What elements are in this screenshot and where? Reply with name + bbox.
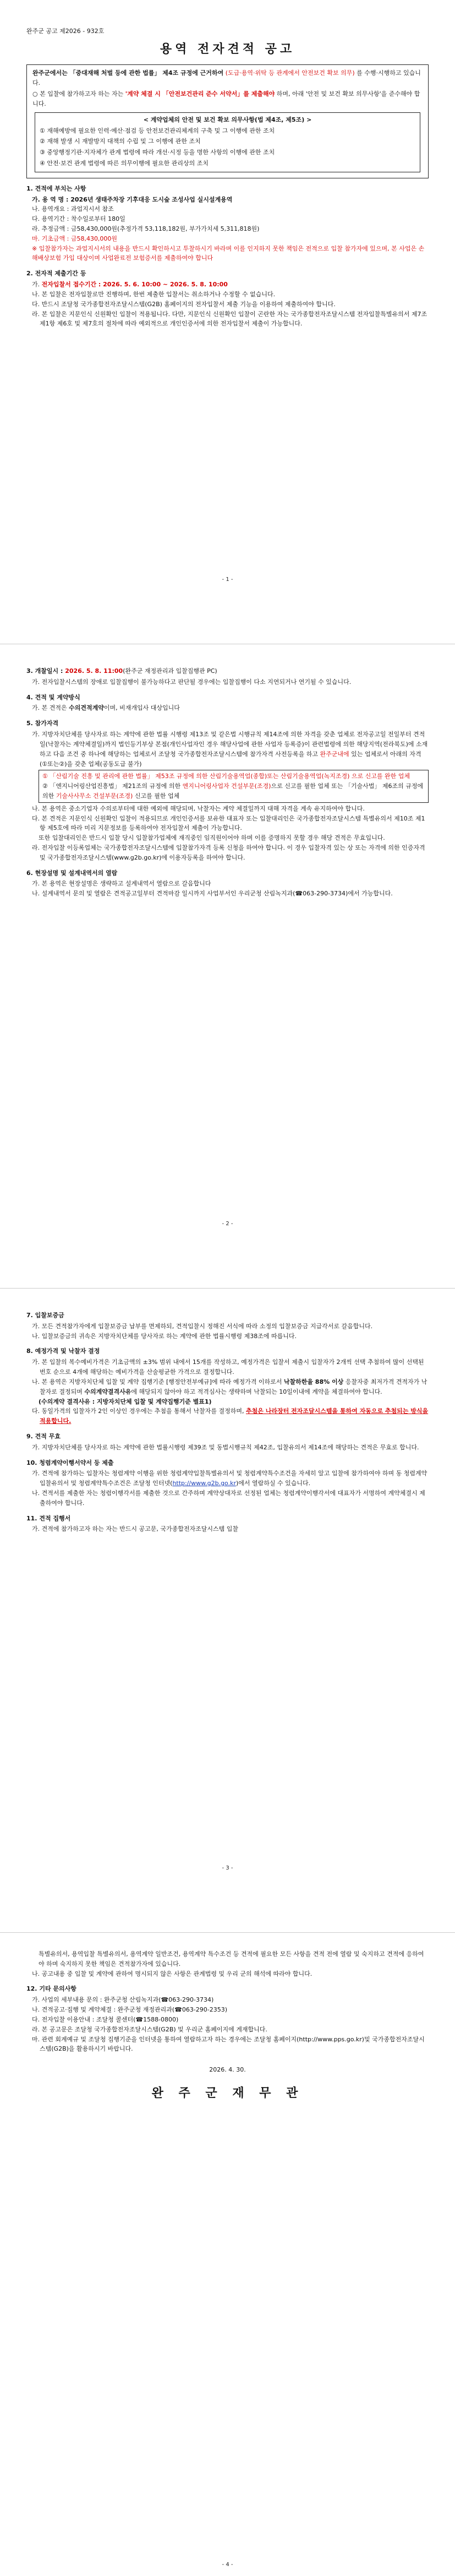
issuer-signature: 완 주 군 재 무 관 [151, 2085, 304, 2100]
base-amount: 마. 기초금액 : 금58,430,000원 [32, 235, 118, 242]
section-10-ga: 가. 견적에 참가하는 입찰자는 청렴계약 이행을 위한 청렴계약입찰특별유의서 및 청렴계약특수조건을 자세히 알고 입찰에 참가하여야 하며 동 청렴계약입찰유의서 및 청렴계약특수조건은 조달청 인터넷(http://www.g2b.go.kr)에서 열람하실 수 있습니다. [32, 1470, 427, 1487]
service-period: 다. 용역기간 : 착수일로부터 180일 [32, 215, 125, 223]
page-number: - 3 - [222, 1865, 233, 1871]
page-3 [0, 1289, 455, 1932]
section-12-heading: 12. 기타 문의사항 [26, 1985, 76, 1993]
section-2-ra: 라. 본 입찰은 지문인식 신원확인 입찰이 적용됩니다. 다만, 지문인식 신원확인 입찰이 곤란한 자는 국가종합전자조달시스템 전자입찰특별유의서 제7조 제1항 제6호 및 제7호의 절차에 따라 예외적으로 개인인증서에 의한 전자입찰서 제출이 가능합니다. [32, 310, 427, 328]
duty-item: ① 재해예방에 필요한 인력·예산·점검 등 안전보건관리체계의 구축 및 그 이행에 관한 조치 [40, 127, 275, 134]
section-2-da: 다. 반드시 조달청 국가종합전자조달시스템(G2B) 홈페이지의 전자입찰서 제출 기능을 이용하여 제출하여야 합니다. [32, 300, 336, 308]
document-number: 완주군 공고 제2026 - 932호 [26, 28, 105, 35]
service-overview: 나. 용역개요 : 과업지시서 참조 [32, 205, 114, 213]
qualification-da-2: 또한 입찰대리인은 반드시 입찰 당시 입찰참가업체에 재직중인 임직원이어야 하며 이를 증명하지 못할 경우 해당 견적은 무효입니다. [39, 834, 385, 842]
section-3-ga: 가. 전자입찰시스템의 장애로 입찰집행이 불가능하다고 판단될 경우에는 입찰집행이 다소 지연되거나 연기될 수 있습니다. [32, 678, 352, 686]
contact-project: 가. 사업의 세부내용 문의 : 완주군청 산림녹지과(☎063-290-3734) [32, 1996, 214, 2004]
qualification-na: 나. 본 용역은 중소기업자 수의로부터에 대한 예외에 해당되며, 낙찰자는 계약 체결일까지 대해 자격을 계속 유지하여야 합니다. [32, 805, 365, 812]
section-6-ga: 가. 본 용역은 현장설명은 생략하고 설계내역서 열람으로 갈음합니다 [32, 880, 211, 888]
service-name: 가. 용 역 명 : 2026년 생태주차장 기후대응 도시숲 조성사업 실시설계용역 [32, 195, 233, 203]
intro-box [26, 64, 429, 178]
contract-method: 가. 본 견적은 수의견적계약이며, 비재개입사 대상입니다 [32, 704, 180, 712]
duties-heading: < 계약업체의 안전 및 보건 확보 의무사항(법 제4조, 제5조) > [143, 116, 312, 123]
duty-item: ④ 안전·보건 관계 법령에 따른 의무이행에 필요한 관리상의 조치 [40, 159, 209, 167]
section-11-ga-cont: 특별유의서, 용역입찰 특별유의서, 용역계약 일반조건, 용역계약 특수조건 등 견적에 필요한 모든 사항을 견적 전에 열람 및 숙지하고 견적에 응하여야 하며 숙지하지 못한 책임은 견적참가자에 있습니다. [39, 1950, 424, 1968]
section-2-heading: 2. 전자적 제출기간 등 [26, 270, 86, 278]
duty-item: ③ 중앙행정기관·지자체가 관계 법령에 따라 개선·시정 등을 명한 사항의 이행에 관한 조치 [40, 149, 275, 156]
page-4 [0, 1933, 455, 2576]
section-6-na: 나. 설계내역서 문의 및 열람은 견적공고일부터 견적마감 일시까지 사업부서인 우리군청 산림녹지과(☎063-290-3734)에서 가능합니다. [32, 890, 393, 898]
g2b-link[interactable]: http://www.g2b.go.kr [172, 1480, 236, 1487]
duty-item: ② 재해 발생 시 재발방지 대책의 수립 및 그 이행에 관한 조치 [40, 138, 201, 145]
qualification-da: 다. 본 견적은 지문인식 신원확인 입찰이 적용되므로 개인인증서를 보유한 대표자 또는 입찰대리인은 국가종합전자조달시스템 특별유의서 제10조 제1항 제5호에 따라 미리 지문정보를 등록하여야 전자입찰서 제출이 가능합니다. [32, 814, 425, 832]
submission-period: 가. 전자입찰서 접수기간 : 2026. 5. 6. 10:00 ~ 2026. 5. 8. 10:00 [32, 281, 228, 289]
contact-callcenter: 다. 전자입찰 이용안내 : 조달청 콜센터(☎1588-0800) [32, 2015, 179, 2023]
estimated-amount: 라. 추정금액 : 금58,430,000원(추정가격 53,118,182원, 부가가치세 5,311,818원) [32, 225, 260, 232]
section-4-heading: 4. 견적 및 계약방식 [26, 693, 80, 701]
section-7-na: 나. 입찰보증금의 귀속은 지방자치단체를 당사자로 하는 계약에 관한 법률시행령 제38조에 따릅니다. [32, 1332, 297, 1340]
page-1 [0, 0, 455, 644]
section-8-heading: 8. 예정가격 및 낙찰자 결정 [26, 1347, 100, 1355]
section-8-ga: 가. 본 입찰의 복수예비가격은 기초금액의 ±3% 범위 내에서 15개를 작성하고, 예정가격은 입찰서 제출시 입찰자가 2개씩 선택 추첨하여 많이 선택된 번호 순으로 4개에 해당하는 예비가격을 산술평균한 가격으로 결정합니다. [32, 1358, 424, 1376]
section-8-da: 다. 동일가격의 입찰자가 2인 이상인 경우에는 추첨을 통해서 낙찰자를 결정하며, 추첨은 나라장터 전자조달시스템을 통하여 자동으로 추첨되는 방식을 적용합니다. [32, 1407, 429, 1425]
intro-line-1: 완주군에서는 「중대재해 처벌 등에 관한 법률」 제4조 규정에 근거하여 (도급·용역·위탁 등 관계에서 안전보건 확보 의무) 를 수행·시행하고 있습니다. [32, 69, 421, 87]
section-9-ga: 가. 지방자치단체를 당사자로 하는 계약에 관한 법률시행령 제39조 및 동법시행규칙 제42조, 입찰유의서 제14조에 해당하는 견적은 무효로 합니다. [32, 1443, 419, 1451]
section-12-ra: 라. 본 공고문은 조달청 국가종합전자조달시스템(G2B) 및 우리군 홈페이지에 게재합니다. [32, 2025, 267, 2033]
notice-date: 2026. 4. 30. [209, 2066, 246, 2074]
section-6-heading: 6. 현장설명 및 설계내역서의 열람 [26, 869, 118, 877]
document-title: 용역 전자견적 공고 [160, 41, 295, 56]
section-7-ga: 가. 모든 견적참가자에게 입찰보증금 납부를 면제하되, 견적입찰시 정해진 서식에 따라 소정의 입찰보증금 지급각서로 갈음합니다. [32, 1322, 373, 1330]
section-8-na: 나. 본 용역은 지방자치단체 입찰 및 계약 집행기준 [행정안전부예규]에 따라 예정가격 이하로서 낙찰하한율 88% 이상 응찰자중 최저가격 견적자가 낙찰자로 결정되며 수의계약결격사유에 해당되지 않아야 하고 적격심사는 생략하며 낙찰되는 10일이내에 계약을 체결하여야 합니다. [32, 1378, 427, 1395]
page-number: - 1 - [222, 577, 233, 583]
section-5-heading: 5. 참가자격 [26, 720, 59, 727]
section-11-na: 나. 공고내용 중 입찰 및 계약에 관하여 명시되지 않은 사항은 관계법령 및 우리 군의 해석에 따라야 합니다. [32, 1970, 313, 1977]
section-1-note: ※ 입찰참가자는 과업지시서의 내용을 반드시 확인하시고 투찰하시기 바라며 이를 인지하지 못한 책임은 전적으로 입찰 참가자에 있으며, 본 사업은 손해배상보험 가입 대상이며 사업완료전 보험증서를 제출하여야 합니다 [32, 244, 425, 262]
section-7-heading: 7. 입찰보증금 [26, 1312, 64, 1319]
qualification-option-2: ② 「엔지니어링산업진흥법」 제21조의 규정에 의한 엔지니어링사업자 건설부문(조경)으로 신고를 필한 업체 또는 「기술사법」 제6조의 규정에 의한 기술사사무소 건설부문(조경) 신고를 필한 업체 [42, 782, 424, 800]
page-2 [0, 644, 455, 1288]
section-9-heading: 9. 견적 무효 [26, 1432, 61, 1440]
intro-line-2: ○ 본 입찰에 참가하고자 하는 자는 '계약 체결 시 「안전보건관리 준수 서약서」를 제출해야 하며, 아래 '안전 및 보건 확보 의무사항'을 준수해야 합니다. [32, 90, 420, 107]
page-number: - 4 - [222, 2562, 233, 2568]
section-12-ma: 마. 관련 회계예규 및 조달청 집행기준을 인터넷을 통하여 열람하고자 하는 경우에는 조달청 홈페이지(http://www.pps.go.kr)및 국가종합전자조달시스템(G2B)을 활용하시기 바랍니다. [32, 2035, 425, 2053]
section-10-na: 나. 견적서를 제출한 자는 청렴이행각서를 제출한 것으로 간주하며 계약상대자로 선정된 업체는 청렴계약이행각서에 대표자가 서명하여 계약체결시 제출하여야 합니다. [32, 1490, 425, 1507]
qualification-ra: 라. 전자입찰 이등록업체는 국가종합전자조달시스템에 입찰참가자격 등록 신청을 하여야 합니다. 이 경우 입찰자격 있는 상 또는 자격에 의한 인증자격 및 국가종합전자조달시스템(www.g2b.go.kr)에 이용자등록을 하여야 합니다. [32, 844, 425, 861]
qualification-ga: 가. 지방자치단체를 당사자로 하는 계약에 관한 법률 시행령 제13조 및 같은법 시행규칙 제14조에 의한 자격을 갖춘 업체로 전자공고일 전일부터 견적일(낙찰자는 계약체결일)까지 법인등기부상 본점(개인사업자인 경우 해당사업에 관한 사업자 등록증)이 관련법령에 의한 해당지역(전라북도)에 소재하고 다음 조건 중 하나에 해당하는 업체로서 조달청 국가종합전자조달시스템에 참가자격 사전등록을 하고 완주군내에 있는 업체로서 아래의 자격(①또는②)을 갖춘 업체(공동도급 불가) [32, 731, 428, 768]
disqualification-reference: (수의계약 결격사유 : 지방자치단체 입찰 및 계약집행기준 별표1) [39, 1398, 212, 1405]
section-3-heading: 3. 개찰일시 : 2026. 5. 8. 11:00(완주군 재정관리과 입찰집행관 PC) [26, 667, 217, 675]
qualification-option-1: ① 「산림기술 진흥 및 관리에 관한 법률」 제53조 규정에 의한 산림기술용역업(종합)또는 산림기술용역업(녹지조경) 으로 신고를 완한 업체 [42, 773, 410, 780]
section-11-heading: 11. 견적 집행서 [26, 1514, 71, 1522]
qualification-box [39, 770, 429, 802]
section-11-ga: 가. 견적에 참가하고자 하는 자는 반드시 공고문, 국가종합전자조달시스템 입찰 [32, 1525, 238, 1533]
page-number: - 2 - [222, 1221, 233, 1227]
section-1-heading: 1. 견적에 부치는 사항 [26, 184, 86, 192]
contact-contract: 나. 견적공고·집행 및 계약체결 : 완주군청 재정관리과(☎063-290-2353) [32, 2006, 228, 2014]
section-10-heading: 10. 청렴계약이행서약서 등 제출 [26, 1459, 114, 1466]
section-2-na: 나. 본 입찰은 전자입찰로만 진행하며, 한번 제출한 입찰서는 취소하거나 수정할 수 없습니다. [32, 290, 276, 298]
duties-box [35, 112, 420, 172]
